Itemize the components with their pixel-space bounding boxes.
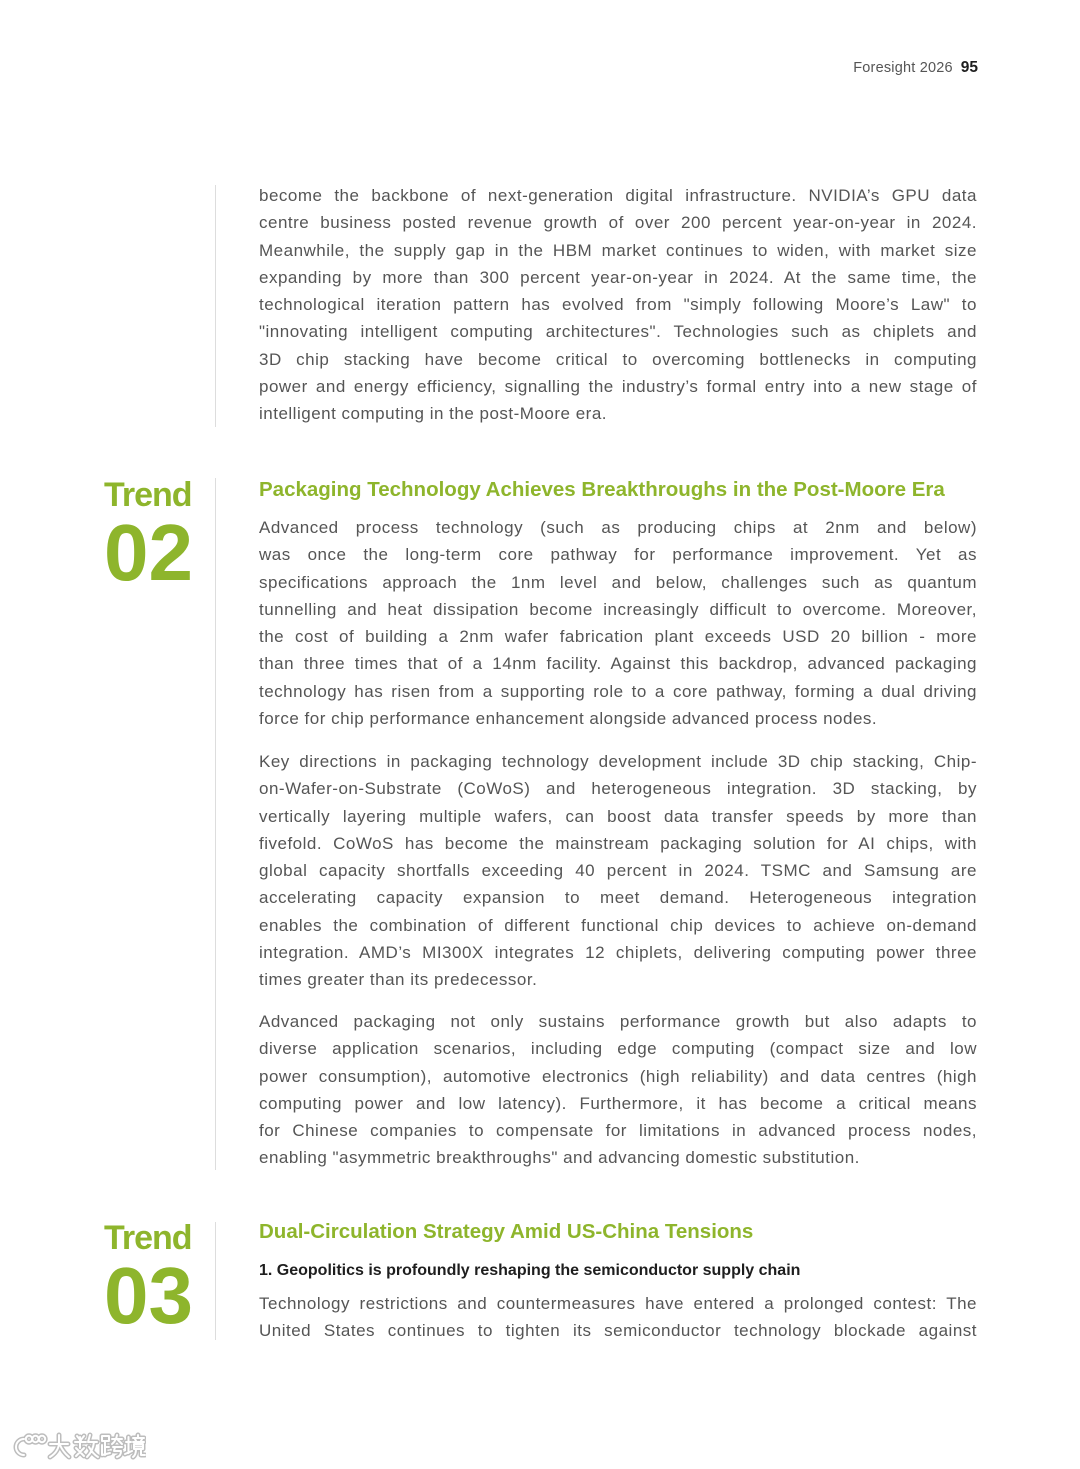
text-line: diverse application scenarios, including edge computing (compact size and low	[259, 1039, 977, 1059]
text-line: technological iteration pattern has evolved from "simply following Moore’s Law" to	[259, 295, 977, 315]
text-line: global capacity shortfalls exceeding 40 percent in 2024. TSMC and Samsung are	[259, 861, 977, 881]
section-divider-rule	[215, 478, 216, 1170]
page-number: 95	[960, 59, 978, 76]
text-line: than three times that of a 14nm facility. Against this backdrop, advanced packaging	[259, 654, 977, 674]
trend-number: 02	[104, 508, 193, 597]
trend-number: 03	[104, 1251, 193, 1340]
section-divider-rule	[215, 185, 216, 427]
text-line: tunnelling and heat dissipation become increasingly difficult to overcome. Moreover,	[259, 599, 977, 619]
text-line: Technology restrictions and countermeasures have entered a prolonged contest: The	[259, 1294, 977, 1313]
section-divider-rule	[215, 1222, 216, 1340]
trend-title: Packaging Technology Achieves Breakthroughs in the Post-Moore Era	[259, 478, 945, 501]
text-line: Key directions in packaging technology development include 3D chip stacking, Chip-	[259, 752, 977, 771]
text-line: "innovating intelligent computing architectures". Technologies such as chiplets and	[259, 322, 977, 342]
text-line: United States continues to tighten its semiconductor technology blockade against	[259, 1321, 977, 1341]
trend-title: Dual-Circulation Strategy Amid US-China Tensions	[259, 1220, 754, 1243]
text-line: the cost of building a 2nm wafer fabrication plant exceeds USD 20 billion - more	[259, 627, 977, 647]
text-line: for Chinese companies to compensate for limitations in advanced process nodes,	[259, 1121, 977, 1141]
text-line: expanding by more than 300 percent year-on-year in 2024. At the same time, the	[259, 267, 977, 287]
text-line: power consumption), automotive electronics (high reliability) and data centres (high	[259, 1066, 977, 1086]
text-line: times greater than its predecessor.	[259, 970, 538, 990]
publication-title: Foresight 2026	[853, 60, 953, 76]
text-line: intelligent computing in the post-Moore era.	[259, 404, 608, 424]
trend-label: Trend	[104, 1219, 192, 1257]
text-line: fivefold. CoWoS has become the mainstream packaging solution for AI chips, with	[259, 833, 977, 853]
text-line: become the backbone of next-generation digital infrastructure. NVIDIA’s GPU data	[259, 186, 977, 205]
text-line: vertically layering multiple wafers, can boost data transfer speeds by more than	[259, 806, 977, 826]
text-line: Advanced process technology (such as producing chips at 2nm and below)	[259, 518, 977, 537]
text-line: on-Wafer-on-Substrate (CoWoS) and heterogeneous integration. 3D stacking, by	[259, 779, 977, 799]
body-paragraph	[259, 514, 977, 732]
body-paragraph	[259, 1290, 977, 1345]
trend-subheading: 1. Geopolitics is profoundly reshaping the semiconductor supply chain	[259, 1262, 801, 1279]
running-head	[853, 58, 978, 78]
text-line: integration. AMD’s MI300X integrates 12 chiplets, delivering computing power three	[259, 943, 977, 963]
watermark-logo	[4, 1428, 146, 1464]
text-line: enabling "asymmetric breakthroughs" and advancing domestic substitution.	[259, 1148, 860, 1168]
loop-logo-icon	[4, 1428, 146, 1464]
text-line: centre business posted revenue growth of over 200 percent year-on-year in 2024.	[259, 213, 977, 233]
text-line: power and energy efficiency, signalling the industry’s formal entry into a new stage of	[259, 377, 977, 397]
text-line: enables the combination of different functional chip devices to achieve on-demand	[259, 915, 977, 935]
text-line: accelerating capacity expansion to meet demand. Heterogeneous integration	[259, 888, 977, 908]
body-paragraph	[259, 1008, 977, 1172]
text-line: force for chip performance enhancement alongside advanced process nodes.	[259, 709, 878, 729]
text-line: technology has risen from a supporting role to a core pathway, forming a dual driving	[259, 681, 977, 701]
text-line: computing power and low latency). Furthermore, it has become a critical means	[259, 1093, 977, 1113]
text-line: specifications approach the 1nm level and below, challenges such as quantum	[259, 572, 977, 592]
body-paragraph	[259, 748, 977, 994]
trend-label: Trend	[104, 476, 192, 514]
intro-paragraph	[259, 182, 977, 428]
text-line: 3D chip stacking have become critical to overcoming bottlenecks in computing	[259, 349, 977, 369]
text-line: was once the long-term core pathway for performance improvement. Yet as	[259, 545, 977, 565]
text-line: Meanwhile, the supply gap in the HBM market continues to widen, with market size	[259, 240, 977, 260]
text-line: Advanced packaging not only sustains performance growth but also adapts to	[259, 1012, 977, 1031]
